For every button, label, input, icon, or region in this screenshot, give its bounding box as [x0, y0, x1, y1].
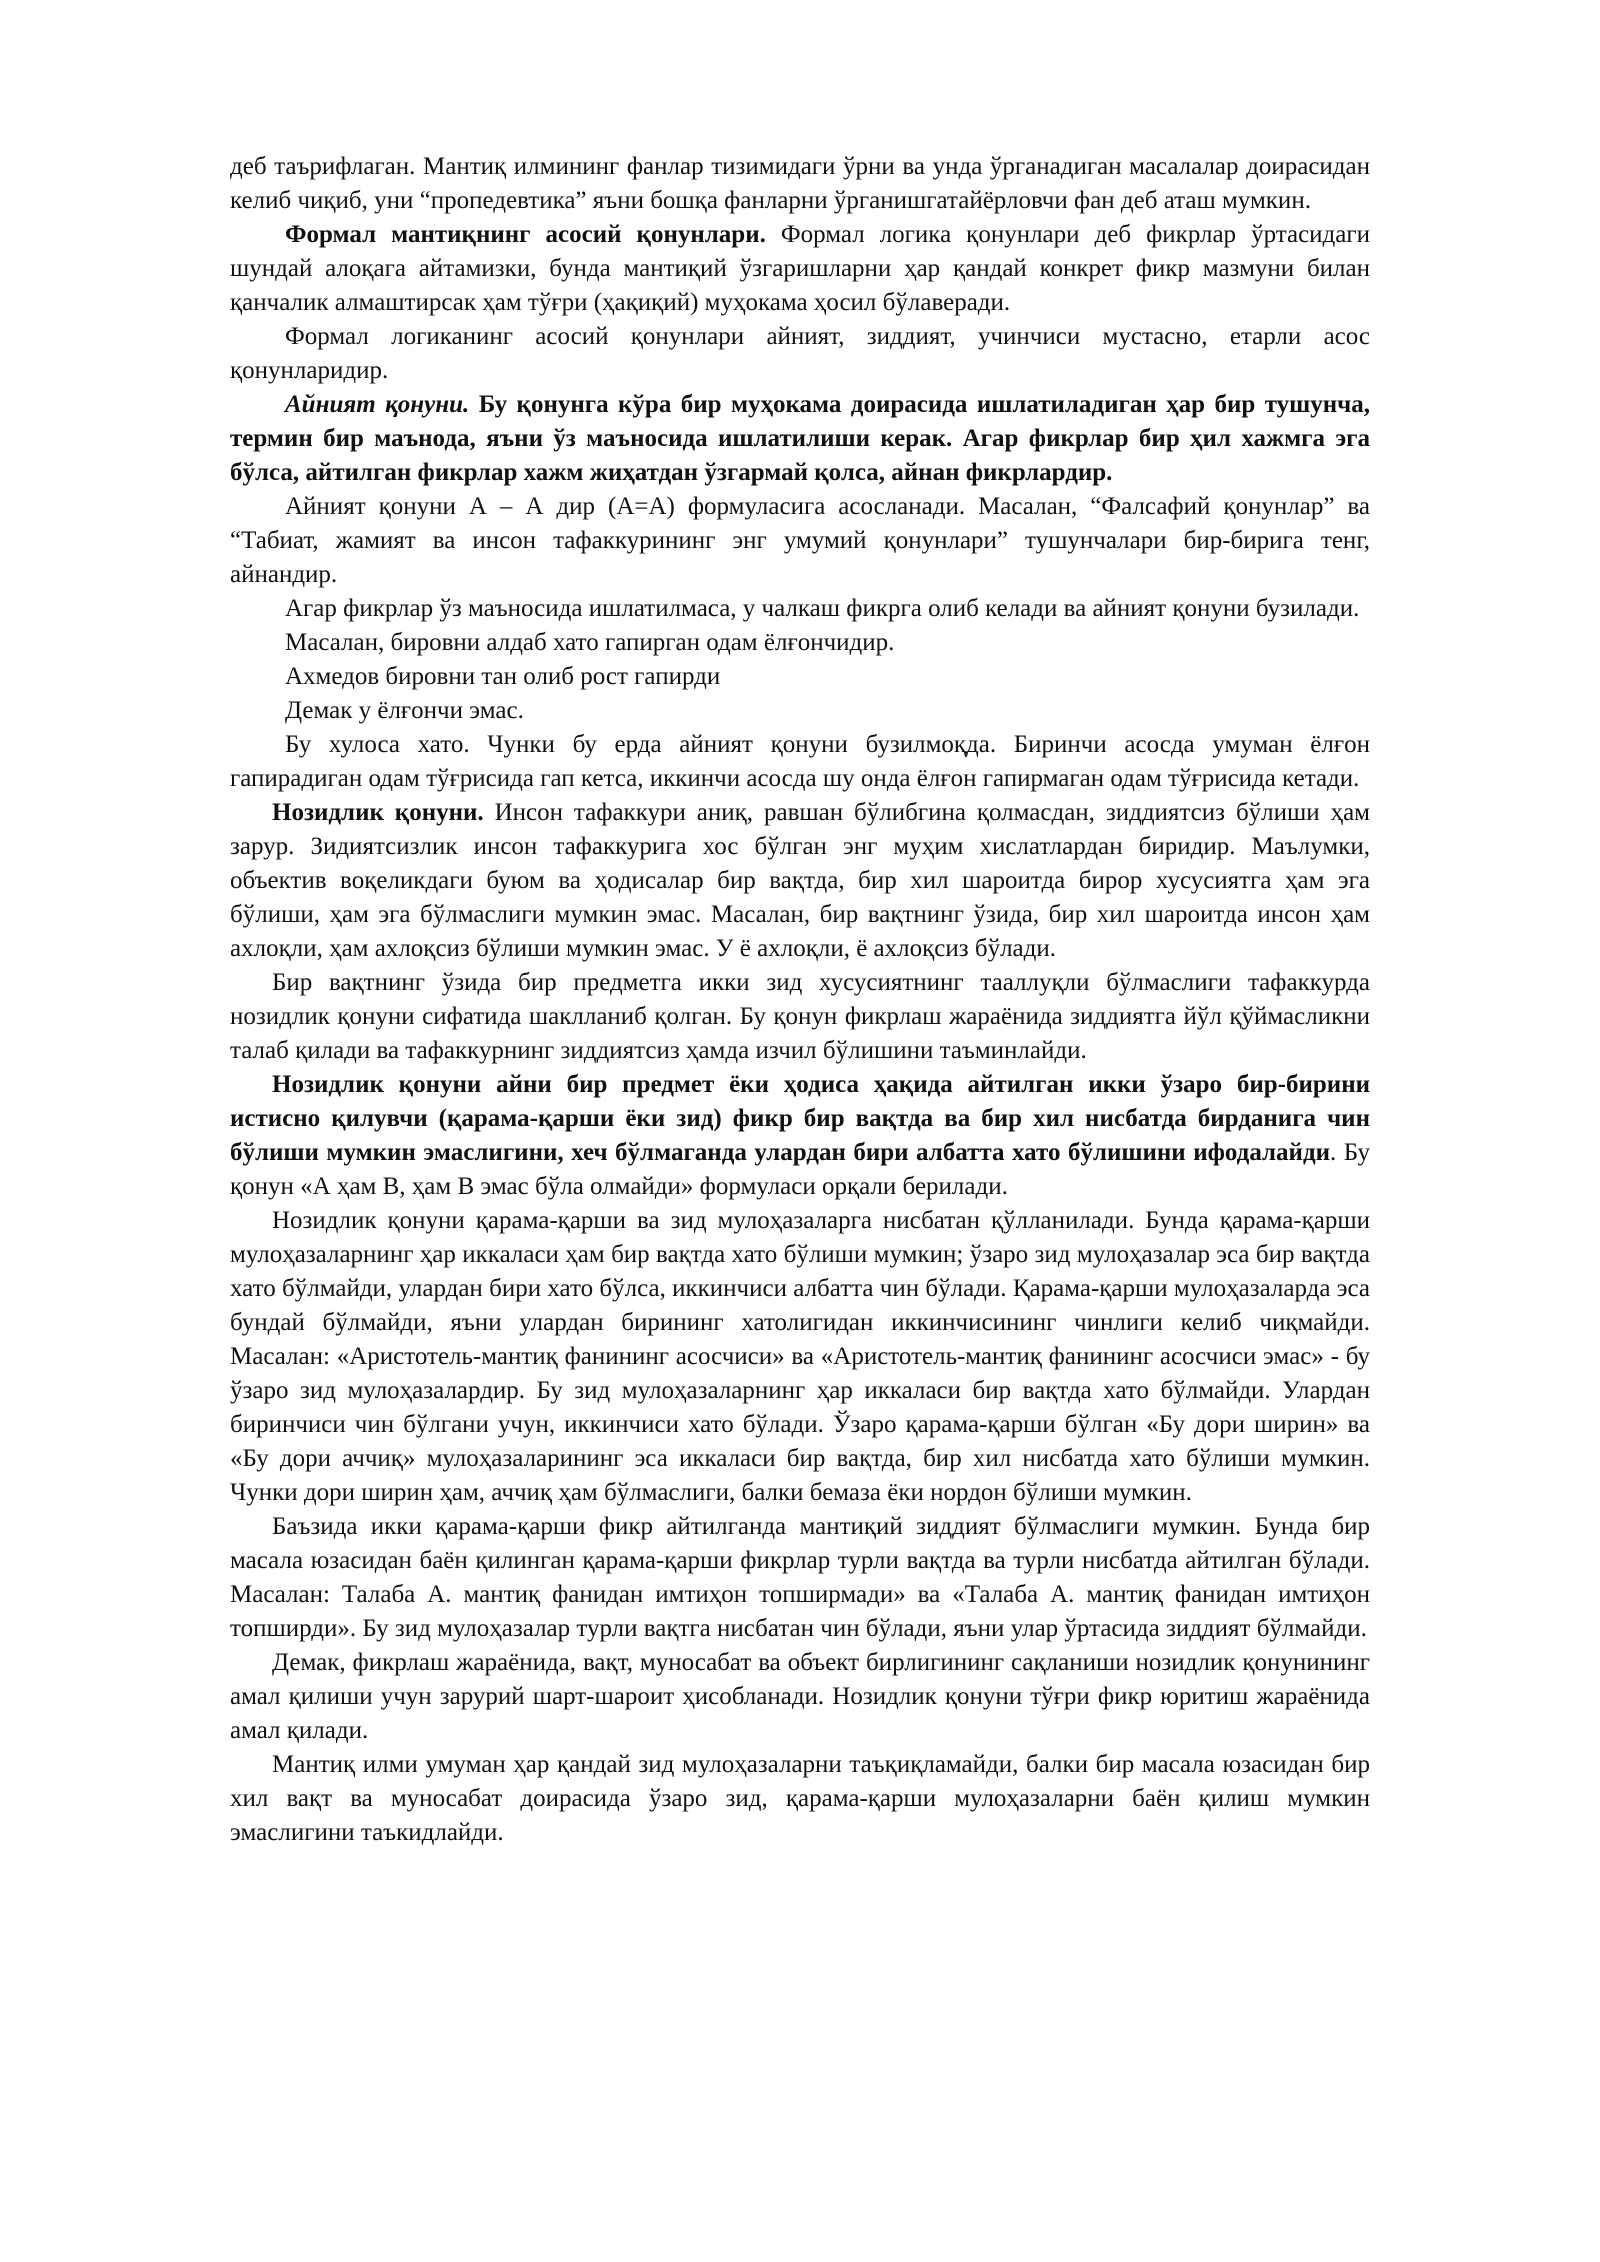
paragraph-noncontradiction-law: [230, 796, 1370, 966]
noncontradiction-definition-bold: Нозидлик қонуни айни бир предмет ёки ҳодиса ҳақида айтилган икки ўзаро бир-бирини истисно қилувчи (қарама-қарши ёки зид) фикр бир вақтда ва бир хил нисбатда бирданига чин бўлиши мумкин эмаслигини, хеч бўлмаганда улардан бири албатта хато бўлишини ифодалайди: [230, 1071, 1370, 1166]
heading-noncontradiction-law: Нозидлик қонуни.: [272, 799, 484, 826]
paragraph-formal-logic-laws: [230, 218, 1370, 320]
paragraph-definition: деб таърифлаган. Мантиқ илмининг фанлар тизимидаги ўрни ва унда ўрганадиган масалалар доирасидан келиб чиқиб, уни “пропедевтика” яъни бошқа фанларни ўрганишгатайёрловчи фан деб аташ мумкин.: [230, 153, 1370, 214]
example-line-1: Масалан, бировни алдаб хато гапирган одам ёлғончидир.: [285, 629, 895, 656]
paragraph-text: Инсон тафаккури аниқ, равшан бўлибгина қолмасдан, зиддиятсиз бўлиши ҳам зарур. Зидиятсизлик инсон тафаккурига хос бўлган энг муҳим хислатлардан биридир. Маълумки, объектив воқеликдаги буюм ва ҳодисалар бир вақтда, бир хил шароитда бирор хусусиятга ҳам эга бўлиши, ҳам эга бўлмаслиги мумкин эмас. Масалан, бир вақтнинг ўзида, бир хил шароитда инсон ҳам ахлоқли, ҳам ахлоқсиз бўлиши мумкин эмас. У ё ахлоқли, ё ахлоқсиз бўлади.: [230, 799, 1370, 962]
paragraph-basic-laws: Формал логиканинг асосий қонунлари айният, зиддият, учинчиси мустасно, етарли асос қонунларидир.: [230, 323, 1370, 384]
paragraph-conditions: Демак, фикрлаш жараёнида, вақт, муносабат ва объект бирлигининг сақланиши нозидлик қонунининг амал қилиши учун зарурий шарт-шароит ҳисобланади. Нозидлик қонуни тўғри фикр юритиш жараёнида амал қилади.: [230, 1649, 1370, 1744]
heading-identity-law: Айният қонуни.: [285, 391, 470, 418]
paragraph-text: Формал логика қонунлари деб фикрлар ўртасидаги шундай алоқага айтамизки, бунда мантиқий ўзгаришларни ҳар қандай конкрет фикр мазмуни билан қанчалик алмаштирсак ҳам тўғри (ҳақиқий) муҳокама ҳосил бўлаверади.: [230, 221, 1370, 316]
example-line-3: Демак у ёлғончи эмас.: [285, 697, 524, 724]
paragraph-identity-law: [230, 388, 1370, 490]
heading-formal-logic-laws: Формал мантиқнинг асосий қонунлари.: [285, 221, 766, 248]
identity-law-definition: Бу қонунга кўра бир муҳокама доирасида ишлатиладиган ҳар бир тушунча, термин бир маънода, яъни ўз маъносида ишлатилиши керак. Агар фикрлар бир ҳил хажмга эга бўлса, айтилган фикрлар хажм жиҳатдан ўзгармай қолса, айнан фикрлардир.: [230, 391, 1371, 486]
example-line-2: Ахмедов бировни тан олиб рост гапирди: [285, 663, 721, 690]
paragraph-final: Мантиқ илми умуман ҳар қандай зид мулоҳазаларни таъқиқламайди, балки бир масала юзасидан бир хил вақт ва муносабат доирасида ўзаро зид, қарама-қарши мулоҳазаларни баён қилиш мумкин эмаслигини таъкидлайди.: [230, 1751, 1370, 1846]
paragraph-noncontradiction-formed: Бир вақтнинг ўзида бир предметга икки зид хусусиятнинг тааллуқли бўлмаслиги тафаккурда нозидлик қонуни сифатида шаклланиб қолган. Бу қонун фикрлаш жараёнида зиддиятга йўл қўймасликни талаб қилади ва тафаккурнинг зиддиятсиз ҳамда изчил бўлишини таъминлайди.: [230, 969, 1370, 1064]
document-page: [230, 150, 1370, 1850]
paragraph-contrary-contradictory: Нозидлик қонуни қарама-қарши ва зид мулоҳазаларга нисбатан қўлланилади. Бунда қарама-қарши мулоҳазаларнинг ҳар иккаласи ҳам бир вақтда хато бўлиши мумкин; ўзаро зид мулоҳазалар эса бир вақтда хато бўлмайди, улардан бири хато бўлса, иккинчиси албатта чин бўлади. Қарама-қарши мулоҳазаларда эса бундай бўлмайди, яъни улардан бирининг хатолигидан иккинчисининг чинлиги келиб чиқмайди. Масалан: «Аристотель-мантиқ фанининг асосчиси» ва «Аристотель-мантиқ фанининг асосчиси эмас» - бу ўзаро зид мулоҳазалардир. Бу зид мулоҳазаларнинг ҳар иккаласи бир вақтда хато бўлмайди. Улардан биринчиси чин бўлгани учун, иккинчиси хато бўлади. Ўзаро қарама-қарши бўлган «Бу дори ширин» ва «Бу дори аччиқ» мулоҳазаларининг эса иккаласи бир вақтда, бир хил нисбатда хато бўлиши мумкин. Чунки дори ширин ҳам, аччиқ ҳам бўлмаслиги, балки бемаза ёки нордон бўлиши мумкин.: [230, 1207, 1370, 1506]
paragraph-text: . Бу қонун «А ҳам В, ҳам В эмас бўла олмайди» формуласи орқали берилади.: [230, 1139, 1370, 1200]
paragraph-identity-formula: Айният қонуни А – А дир (А=А) формуласига асосланади. Масалан, “Фалсафий қонунлар” ва “Табиат, жамият ва инсон тафаккурининг энг умумий қонунлари” тушунчалари бир-бирига тенг, айнандир.: [230, 493, 1370, 588]
paragraph-noncontradiction-definition: [230, 1068, 1370, 1204]
paragraph-no-contradiction-case: Баъзида икки қарама-қарши фикр айтилганда мантиқий зиддият бўлмаслиги мумкин. Бунда бир масала юзасидан баён қилинган қарама-қарши фикрлар турли вақтда ва турли нисбатда айтилган бўлади. Масалан: Талаба А. мантиқ фанидан имтиҳон топширмади» ва «Талаба А. мантиқ фанидан имтиҳон топширди». Бу зид мулоҳазалар турли вақтга нисбатан чин бўлади, яъни улар ўртасида зиддият бўлмайди.: [230, 1513, 1370, 1642]
paragraph-conclusion-error: Бу хулоса хато. Чунки бу ерда айният қонуни бузилмоқда. Биринчи асосда умуман ёлғон гапирадиган одам тўғрисида гап кетса, иккинчи асосда шу онда ёлғон гапирмаган одам тўғрисида кетади.: [230, 731, 1370, 792]
paragraph-identity-violation: Агар фикрлар ўз маъносида ишлатилмаса, у чалкаш фикрга олиб келади ва айният қонуни бузилади.: [285, 595, 1360, 622]
